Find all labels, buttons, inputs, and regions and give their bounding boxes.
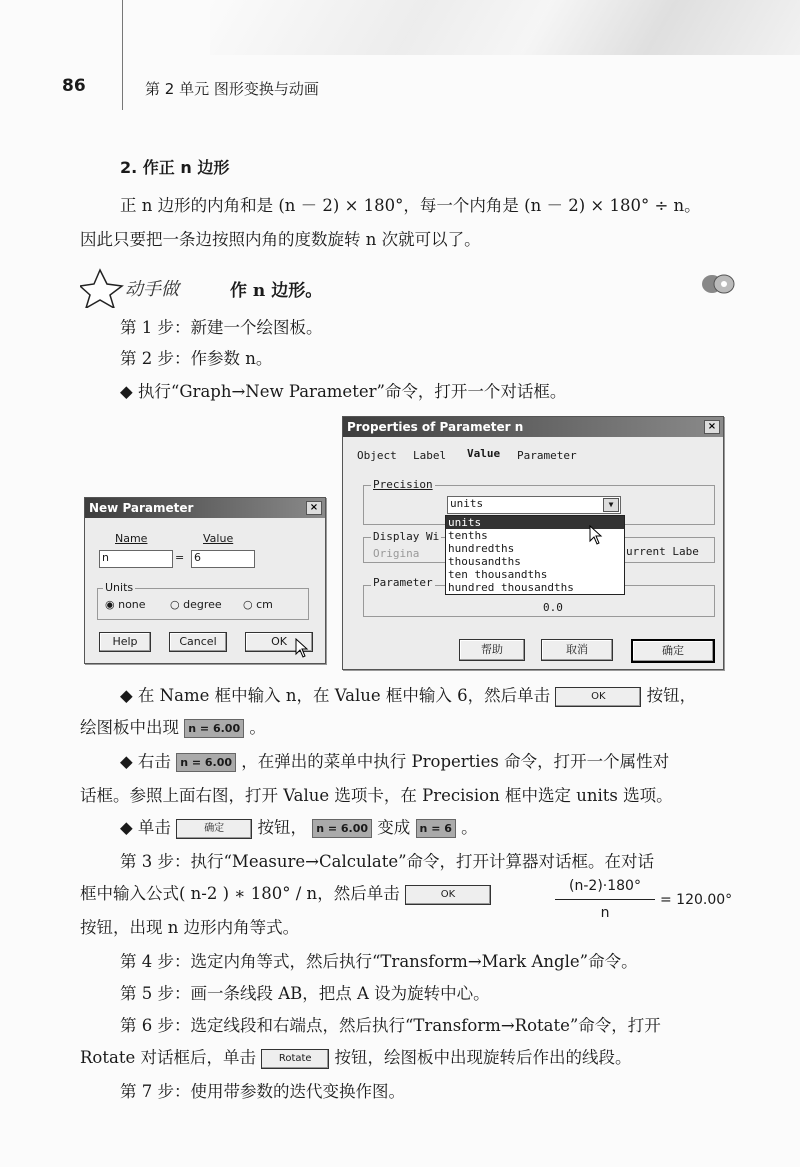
step-2b: [120, 684, 696, 708]
page-number: 86: [62, 76, 86, 96]
cd-icon: [700, 272, 736, 300]
step-4: 第 4 步：选定内角等式，然后执行“Transform→Mark Angle”命令。: [120, 952, 638, 971]
step-2b-text-end: 按钮，: [646, 686, 697, 705]
activity-title: 作 n 边形。: [230, 281, 323, 301]
original-radio[interactable]: Origina: [373, 547, 420, 560]
properties-dialog: [342, 416, 724, 670]
dialog-title: Properties of Parameter n: [347, 420, 524, 434]
ok-button[interactable]: OK: [245, 632, 313, 652]
step-2f-text-mid2: 变成: [377, 818, 411, 837]
header-divider: [122, 0, 123, 110]
step-2c-text: 绘图板中出现: [80, 718, 179, 737]
n-6-label: n = 6: [416, 819, 456, 838]
n-600-label: n = 6.00: [184, 719, 244, 738]
cancel-button[interactable]: Cancel: [169, 632, 227, 652]
intro-line-2: 因此只要把一条边按照内角的度数旋转 n 次就可以了。: [80, 230, 481, 249]
parameter-label: Parameter: [373, 576, 433, 589]
tab-parameter[interactable]: Parameter: [517, 449, 577, 462]
option-ten-thousandths[interactable]: ten thousandths: [448, 568, 548, 581]
step-3a: 第 3 步：执行“Measure→Calculate”命令，打开计算器对话框。在对话: [120, 852, 655, 871]
step-2b-text: ◆ 在 Name 框中输入 n，在 Value 框中输入 6，然后单击: [120, 686, 551, 705]
precision-select-value: units: [450, 497, 484, 510]
dialog-title-bar: [85, 498, 325, 518]
step-2f: [120, 816, 478, 840]
intro-line-1: 正 n 边形的内角和是 (n － 2) × 180°，每一个内角是 (n － 2) × 180° ÷ n。: [120, 196, 701, 215]
precision-label: Precision: [373, 478, 433, 491]
step-2: 第 2 步：作参数 n。: [120, 349, 273, 368]
section-title: 2. 作正 n 边形: [120, 158, 230, 177]
name-label: Name: [115, 532, 148, 545]
unit-cm-label: cm: [256, 598, 273, 611]
cursor-icon: [295, 638, 309, 658]
new-parameter-dialog: [84, 497, 326, 664]
step-2d-text: ◆ 右击: [120, 752, 171, 771]
unit-none-label: none: [118, 598, 146, 611]
step-1: 第 1 步：新建一个绘图板。: [120, 318, 323, 337]
option-thousandths[interactable]: thousandths: [448, 555, 521, 568]
step-2d: [120, 750, 669, 774]
unit-degree-label: degree: [183, 598, 222, 611]
n-600-label: n = 6.00: [176, 753, 236, 772]
unit-cm-radio[interactable]: ○ cm: [243, 598, 273, 611]
step-3c: 按钮，出现 n 边形内角等式。: [80, 918, 300, 937]
tab-label[interactable]: Label: [413, 449, 447, 462]
step-3b: [80, 882, 491, 906]
step-2c: [80, 716, 266, 740]
chevron-down-icon[interactable]: ▼: [603, 498, 619, 512]
activity-badge-text: 动手做: [125, 279, 179, 300]
close-icon[interactable]: ×: [704, 420, 720, 434]
help-button[interactable]: Help: [99, 632, 151, 652]
step-2a: ◆ 执行“Graph→New Parameter”命令，打开一个对话框。: [120, 382, 567, 401]
unit-title: 第 2 单元 图形变换与动画: [145, 80, 319, 98]
step-2f-text: ◆ 单击: [120, 818, 171, 837]
n-600-label: n = 6.00: [312, 819, 372, 838]
precision-select[interactable]: [447, 496, 621, 514]
formula-denominator: n: [600, 905, 610, 921]
inline-ok-button: OK: [555, 687, 641, 707]
header-decoration: [210, 0, 800, 55]
ok-button[interactable]: 确定: [631, 639, 715, 663]
value-input[interactable]: 6: [191, 550, 255, 568]
step-2f-text-end: 。: [461, 818, 478, 837]
parameter-value: 0.0: [543, 601, 563, 614]
option-tenths[interactable]: tenths: [448, 529, 488, 542]
step-7: 第 7 步：使用带参数的迭代变换作图。: [120, 1082, 405, 1101]
equals-sign: =: [175, 551, 185, 564]
tab-object[interactable]: Object: [357, 449, 397, 462]
dialog-title: New Parameter: [89, 501, 194, 515]
unit-none-radio[interactable]: ◉ none: [105, 598, 146, 611]
step-6b: [80, 1046, 631, 1070]
display-label: Display Wi: [373, 530, 440, 543]
tab-value[interactable]: Value: [467, 447, 501, 460]
dialog-title-bar: [343, 417, 723, 437]
cursor-icon: [589, 525, 603, 545]
unit-degree-radio[interactable]: ○ degree: [170, 598, 222, 611]
step-5: 第 5 步：画一条线段 AB，把点 A 设为旋转中心。: [120, 984, 490, 1003]
name-input[interactable]: n: [99, 550, 173, 568]
step-2d-text-end: ，在弹出的菜单中执行 Properties 命令，打开一个属性对: [241, 752, 670, 771]
option-hundred-thousandths[interactable]: hundred thousandths: [448, 581, 574, 594]
step-6b-text-end: 按钮，绘图板中出现旋转后作出的线段。: [334, 1048, 632, 1067]
fraction-bar: [555, 899, 655, 900]
step-6a: 第 6 步：选定线段和右端点，然后执行“Transform→Rotate”命令，打开: [120, 1016, 661, 1035]
close-icon[interactable]: ×: [306, 501, 322, 515]
inline-ok-button: OK: [405, 885, 491, 905]
inline-confirm-button: 确定: [176, 819, 252, 839]
step-2f-text-mid1: 按钮，: [257, 818, 307, 837]
step-6b-text: Rotate 对话框后，单击: [80, 1048, 256, 1067]
inline-rotate-button: Rotate: [261, 1049, 329, 1069]
value-label: Value: [203, 532, 234, 545]
help-button[interactable]: 帮助: [459, 639, 525, 661]
current-label-radio[interactable]: urrent Labe: [626, 545, 699, 558]
step-3b-text: 框中输入公式( n-2 ) ∗ 180° / n，然后单击: [80, 884, 400, 903]
option-units[interactable]: units: [446, 516, 624, 529]
option-hundredths[interactable]: hundredths: [448, 542, 515, 555]
step-2c-text-end: 。: [249, 718, 266, 737]
cancel-button[interactable]: 取消: [541, 639, 613, 661]
formula-result: = 120.00°: [660, 892, 733, 908]
step-2e: 话框。参照上面右图，打开 Value 选项卡，在 Precision 框中选定 units 选项。: [80, 786, 673, 805]
formula-numerator: (n-2)·180°: [569, 878, 641, 894]
units-label: Units: [105, 581, 134, 594]
